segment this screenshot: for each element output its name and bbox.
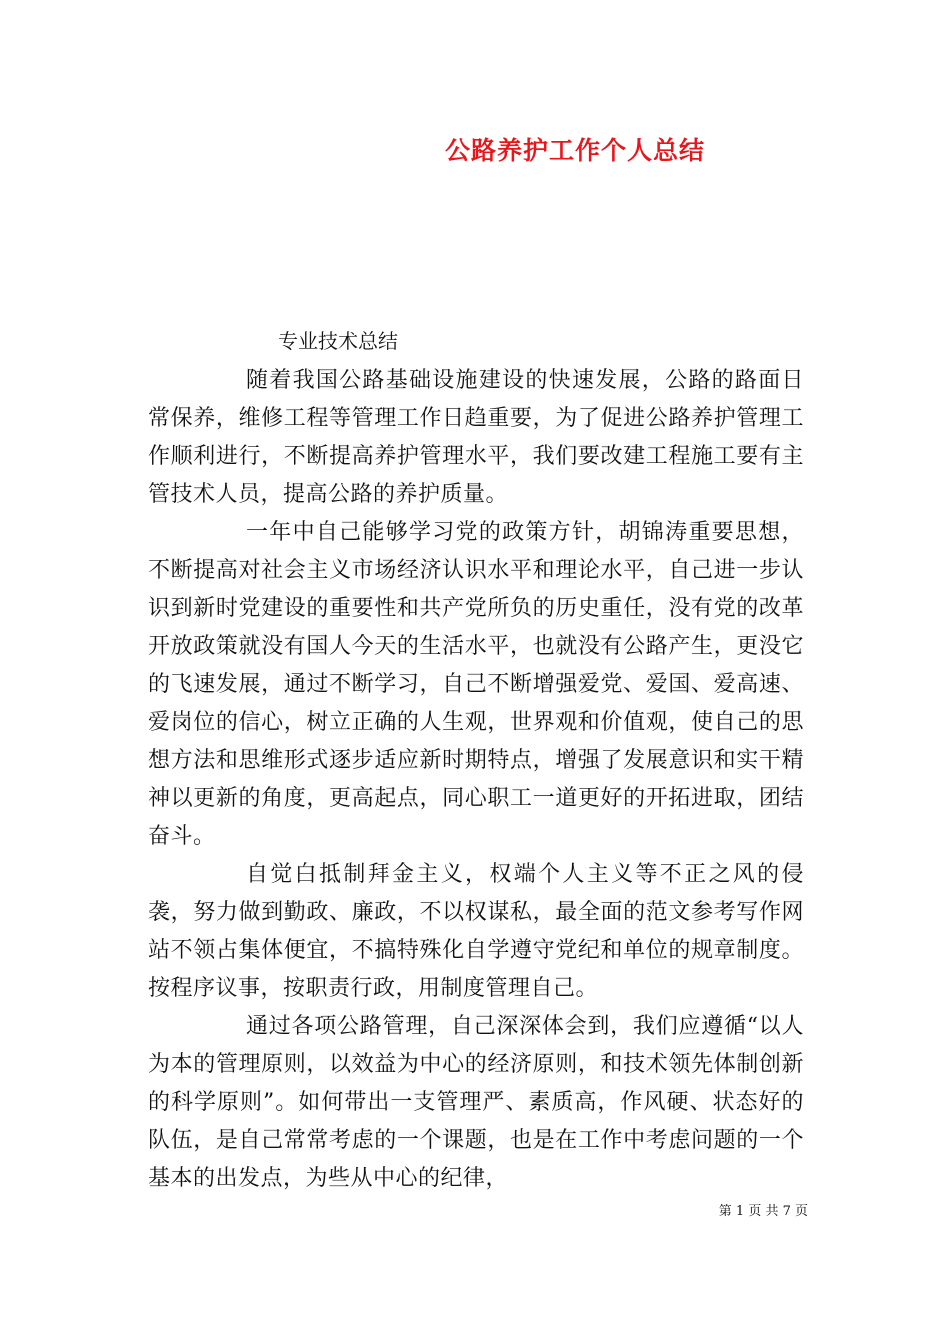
document-body [148,362,804,1198]
body-paragraph: 通过各项公路管理，自己深深体会到，我们应遵循“以人为本的管理原则，以效益为中心的经济原则，和技术领先体制创新的科学原则”。如何带出一支管理严、素质高，作风硬、状态好的队伍，是自己常常考虑的一个课题，也是在工作中考虑问题的一个基本的出发点，为些从中心的纪律， [148,1014,804,1191]
document-title: 公路养护工作个人总结 [444,136,705,165]
body-paragraph: 随着我国公路基础设施建设的快速发展，公路的路面日常保养，维修工程等管理工作日趋重要，为了促进公路养护管理工作顺利进行，不断提高养护管理水平，我们要改建工程施工要有主管技术人员，提高公路的养护质量。 [148,368,804,507]
body-paragraph: 一年中自己能够学习党的政策方针，胡锦涛重要思想，不断提高对社会主义市场经济认识水平和理论水平，自己进一步认识到新时党建设的重要性和共产党所负的历史重任，没有党的改革开放政策就没有国人今天的生活水平，也就没有公路产生，更没它的飞速发展，通过不断学习，自己不断增强爱党、爱国、爱高速、爱岗位的信心，树立正确的人生观，世界观和价值观，使自己的思想方法和思维形式逐步适应新时期特点，增强了发展意识和实干精神以更新的角度，更高起点，同心职工一道更好的开拓进取，团结奋斗。 [148,520,804,849]
page-number-footer: 第 1 页 共 7 页 [718,1204,808,1219]
body-paragraph: 自觉白抵制拜金主义，权端个人主义等不正之风的侵袭，努力做到勤政、廉政，不以权谋私，最全面的范文参考写作网站不领占集体便宜，不搞特殊化自学遵守党纪和单位的规章制度。按程序议事，按职责行政，用制度管理自己。 [148,862,804,1001]
document-subtitle: 专业技术总结 [278,329,398,353]
